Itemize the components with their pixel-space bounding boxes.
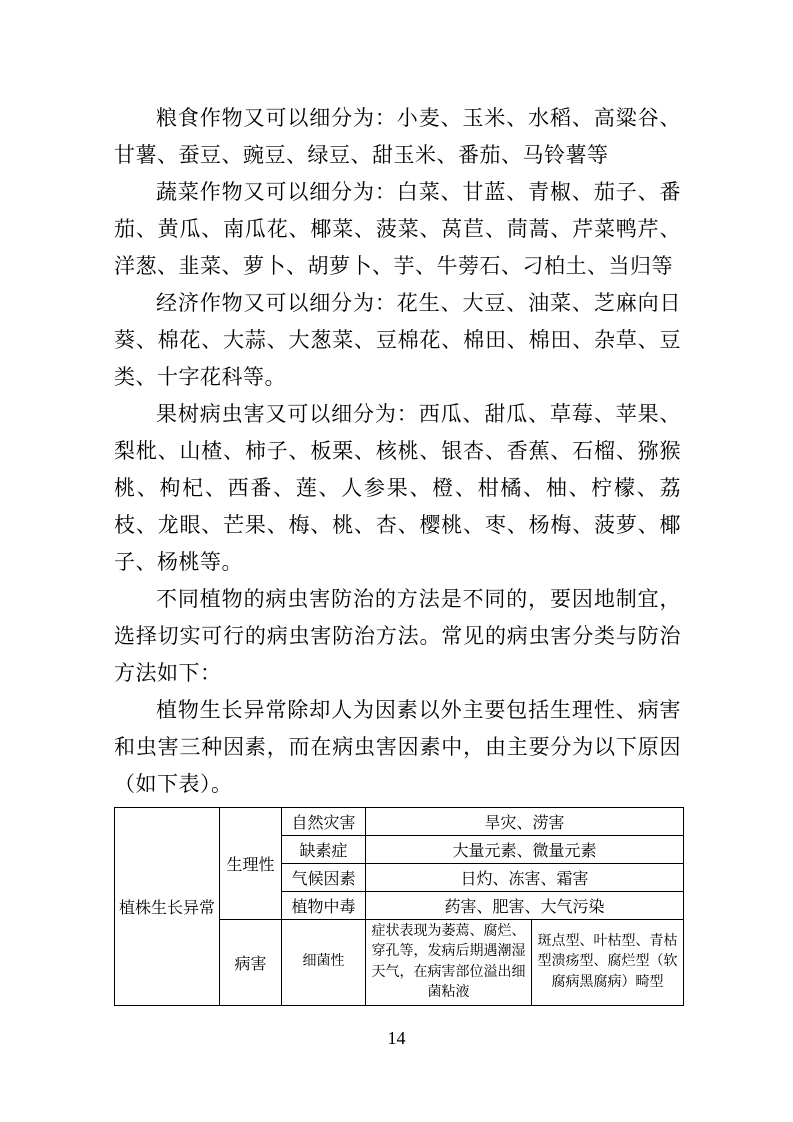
document-body [114,100,681,1006]
paragraph-economic-crops: 经济作物又可以细分为：花生、大豆、油菜、芝麻向日葵、棉花、大蒜、大葱菜、豆棉花、棉田、棉田、杂草、豆类、十字花科等。 [114,291,681,389]
table-cell-physiological-label: 生理性 [220,808,282,920]
paragraph-prevention-methods: 不同植物的病虫害防治的方法是不同的，要因地制宜，选择切实可行的病虫害防治方法。常见的病虫害分类与防治方法如下： [114,587,681,685]
table-cell-disease-label: 病害 [220,920,282,1006]
table-cell-factor: 气候因素 [282,864,366,892]
table-cell-types: 斑点型、叶枯型、青枯型溃疡型、腐烂型（软腐病黑腐病）畸型 [532,920,684,1006]
table-cell-detail: 旱灾、涝害 [366,808,684,836]
table-row [115,808,684,836]
page-number: 14 [387,1028,406,1048]
table-cell-detail: 大量元素、微量元素 [366,836,684,864]
paragraph-grain-crops: 粮食作物又可以细分为：小麦、玉米、水稻、高粱谷、甘薯、蚕豆、豌豆、绿豆、甜玉米、番茄、马铃薯等 [114,106,681,167]
paragraph-abnormal-growth-intro: 植物生长异常除却人为因素以外主要包括生理性、病害和虫害三种因素，而在病虫害因素中，由主要分为以下原因（如下表）。 [114,698,681,796]
pest-classification-table [114,807,684,1006]
table-cell-row-header: 植株生长异常 [115,808,220,1006]
table-cell-detail: 药害、肥害、大气污染 [366,892,684,920]
table-cell-factor: 缺素症 [282,836,366,864]
table-cell-symptom: 症状表现为萎蔫、腐烂、穿孔等，发病后期遇潮湿天气，在病害部位溢出细菌粘液 [366,920,532,1006]
table-cell-detail: 日灼、冻害、霜害 [366,864,684,892]
table-cell-factor: 细菌性 [282,920,366,1006]
table-cell-factor: 自然灾害 [282,808,366,836]
paragraph-vegetable-crops: 蔬菜作物又可以细分为：白菜、甘蓝、青椒、茄子、番茄、黄瓜、南瓜花、椰菜、菠菜、莴苣、茼蒿、芹菜鸭芹、洋葱、韭菜、萝卜、胡萝卜、芋、牛蒡石、刁柏土、当归等 [114,180,681,278]
paragraph-fruit-tree-pests: 果树病虫害又可以细分为：西瓜、甜瓜、草莓、苹果、梨枇、山楂、柿子、板栗、核桃、银杏、香蕉、石榴、猕猴桃、枸杞、西番、莲、人参果、橙、柑橘、柚、柠檬、荔枝、龙眼、芒果、梅、桃、杏、樱桃、枣、杨梅、菠萝、椰子、杨桃等。 [114,402,681,574]
table-cell-factor: 植物中毒 [282,892,366,920]
